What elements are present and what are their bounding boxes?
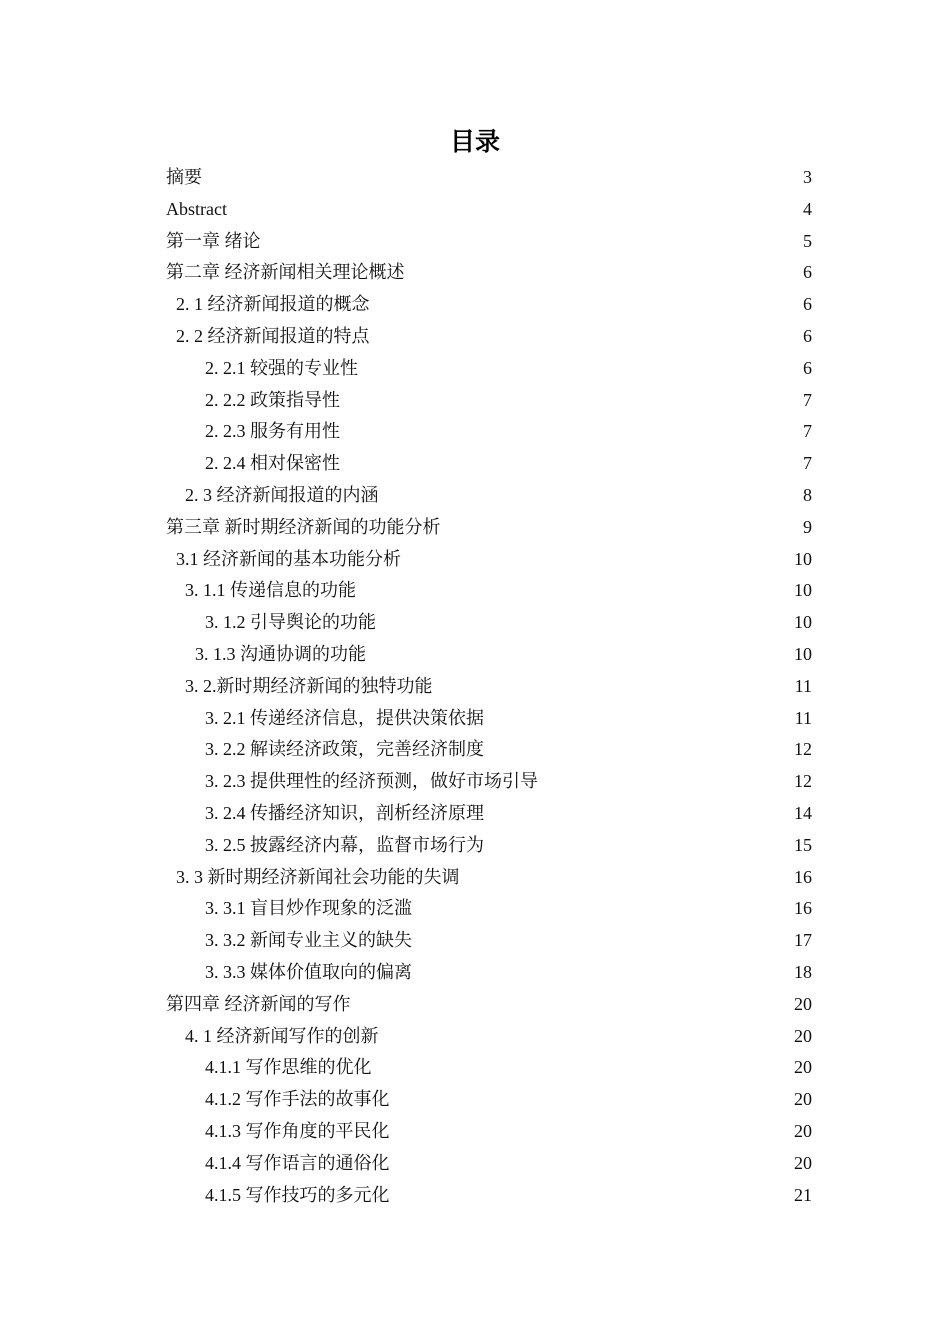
toc-entry[interactable]	[166, 385, 812, 417]
toc-entry[interactable]	[166, 1148, 812, 1180]
toc-entry-label: 4.1.2 写作手法的故事化	[205, 1089, 390, 1110]
toc-entry-label: 3.1 经济新闻的基本功能分析	[176, 548, 401, 569]
toc-entry-page: 6	[803, 262, 812, 283]
toc-entry-page: 18	[794, 961, 812, 982]
toc-title: 目录	[449, 127, 500, 156]
toc-entry[interactable]	[166, 925, 812, 957]
toc-entry-page: 6	[803, 294, 812, 315]
toc-entry[interactable]	[166, 671, 812, 703]
toc-entry-page: 5	[803, 230, 812, 251]
toc-entry-label: 2. 2 经济新闻报道的特点	[176, 325, 370, 346]
toc-entry-page: 4	[803, 198, 812, 219]
toc-entry[interactable]	[166, 321, 812, 353]
toc-entry-page: 3	[803, 167, 812, 187]
toc-entry[interactable]	[166, 893, 812, 925]
toc-entry-label: 第三章 新时期经济新闻的功能分析	[166, 516, 441, 537]
toc-entry[interactable]	[166, 416, 812, 448]
toc-entry-page: 10	[794, 643, 812, 664]
toc-entry-label: 3. 2.新时期经济新闻的独特功能	[185, 675, 433, 696]
toc-entry[interactable]	[166, 512, 812, 544]
toc-entry-page: 7	[803, 421, 812, 442]
toc-entry-page: 12	[794, 739, 812, 760]
toc-entry[interactable]	[166, 1116, 812, 1148]
toc-entry[interactable]	[166, 289, 812, 321]
toc-entry-page: 15	[794, 834, 812, 855]
toc-entry-label: 4. 1 经济新闻写作的创新	[185, 1025, 379, 1046]
toc-entry[interactable]	[166, 734, 812, 766]
toc-entry-page: 16	[794, 866, 812, 887]
toc-entry-page: 11	[794, 707, 812, 728]
toc-entry[interactable]	[166, 862, 812, 894]
toc-entry-page: 14	[794, 802, 812, 823]
toc-entry[interactable]	[166, 703, 812, 735]
toc-entry-label: 第一章 绪论	[166, 230, 261, 251]
toc-entry-page: 20	[794, 1025, 812, 1046]
toc-entry[interactable]	[166, 989, 812, 1021]
toc-entry-label: 第四章 经济新闻的写作	[166, 993, 351, 1014]
toc-entry-label: 4.1.1 写作思维的优化	[205, 1057, 372, 1078]
toc-entry-label: 4.1.5 写作技巧的多元化	[205, 1184, 390, 1205]
toc-entry-label: 3. 3.1 盲目炒作现象的泛滥	[205, 898, 412, 919]
toc-entry-page: 10	[794, 548, 812, 569]
toc-entry-page: 10	[794, 612, 812, 633]
toc-entry[interactable]	[166, 257, 812, 289]
toc-entry[interactable]	[166, 544, 812, 576]
toc-entry[interactable]	[166, 226, 812, 258]
toc-entry-page: 8	[803, 484, 812, 505]
toc-entry[interactable]	[166, 448, 812, 480]
toc-entry-label: 4.1.4 写作语言的通俗化	[205, 1152, 390, 1173]
toc-entry[interactable]	[166, 798, 812, 830]
toc-entry-page: 6	[803, 357, 812, 378]
toc-entry[interactable]	[166, 480, 812, 512]
toc-entry[interactable]	[166, 830, 812, 862]
toc-list	[166, 162, 812, 1211]
toc-entry-label: 摘要	[166, 167, 202, 187]
toc-entry[interactable]	[166, 639, 812, 671]
toc-entry[interactable]	[166, 1180, 812, 1212]
toc-entry-label: 3. 1.1 传递信息的功能	[185, 580, 356, 601]
toc-entry-label: 4.1.3 写作角度的平民化	[205, 1120, 390, 1141]
toc-entry-label: 3. 3 新时期经济新闻社会功能的失调	[176, 866, 460, 887]
toc-entry-page: 7	[803, 453, 812, 474]
toc-entry-label: 3. 2.3 提供理性的经济预测，做好市场引导	[205, 771, 538, 792]
toc-entry[interactable]	[166, 1052, 812, 1084]
toc-entry-page: 16	[794, 898, 812, 919]
toc-entry-label: 2. 2.4 相对保密性	[205, 453, 340, 474]
toc-entry-page: 17	[794, 930, 812, 951]
toc-entry-label: Abstract	[166, 198, 227, 219]
toc-entry-page: 12	[794, 771, 812, 792]
toc-entry-label: 3. 2.4 传播经济知识，剖析经济原理	[205, 802, 484, 823]
toc-entry-label: 3. 2.2 解读经济政策，完善经济制度	[205, 739, 484, 760]
toc-entry-label: 2. 2.1 较强的专业性	[205, 357, 358, 378]
toc-entry-label: 3. 2.1 传递经济信息，提供决策依据	[205, 707, 484, 728]
toc-entry-page: 6	[803, 325, 812, 346]
toc-entry-label: 2. 3 经济新闻报道的内涵	[185, 484, 379, 505]
toc-entry-label: 2. 2.3 服务有用性	[205, 421, 340, 442]
toc-entry-label: 3. 3.2 新闻专业主义的缺失	[205, 930, 412, 951]
toc-entry[interactable]	[166, 162, 812, 194]
toc-entry-page: 20	[794, 993, 812, 1014]
toc-entry-label: 3. 1.3 沟通协调的功能	[195, 643, 366, 664]
toc-entry-page: 7	[803, 389, 812, 410]
toc-entry-page: 9	[803, 516, 812, 537]
toc-entry[interactable]	[166, 194, 812, 226]
toc-entry-label: 2. 2.2 政策指导性	[205, 389, 340, 410]
toc-entry[interactable]	[166, 957, 812, 989]
toc-entry-page: 20	[794, 1057, 812, 1078]
toc-entry-page: 20	[794, 1120, 812, 1141]
toc-entry[interactable]	[166, 1021, 812, 1053]
toc-entry-label: 3. 3.3 媒体价值取向的偏离	[205, 961, 412, 982]
toc-entry[interactable]	[166, 353, 812, 385]
toc-entry-page: 20	[794, 1089, 812, 1110]
toc-entry-label: 2. 1 经济新闻报道的概念	[176, 294, 370, 315]
toc-entry-page: 10	[794, 580, 812, 601]
toc-entry[interactable]	[166, 607, 812, 639]
toc-entry-label: 第二章 经济新闻相关理论概述	[166, 262, 405, 283]
toc-entry-page: 20	[794, 1152, 812, 1173]
toc-entry[interactable]	[166, 766, 812, 798]
toc-entry[interactable]	[166, 575, 812, 607]
toc-entry-page: 21	[794, 1184, 812, 1205]
toc-entry[interactable]	[166, 1084, 812, 1116]
toc-entry-page: 11	[794, 675, 812, 696]
toc-entry-label: 3. 2.5 披露经济内幕，监督市场行为	[205, 834, 484, 855]
toc-entry-label: 3. 1.2 引导舆论的功能	[205, 612, 376, 633]
